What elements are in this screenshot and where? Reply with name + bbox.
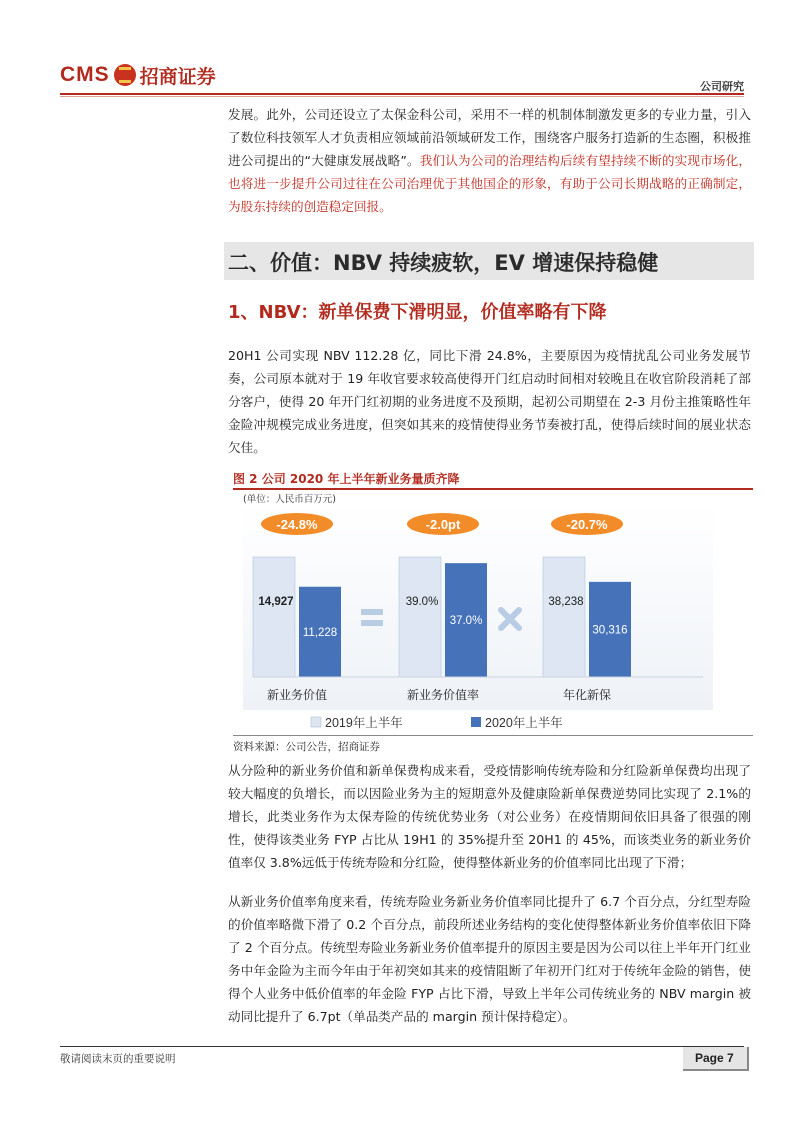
section-heading-bar: [224, 242, 754, 280]
legend-swatch-2019: [311, 717, 321, 727]
paragraph-governance: [228, 103, 751, 218]
footer-rule: [60, 1046, 744, 1047]
header-rule: [60, 93, 744, 95]
change-label-1: -2.0pt: [425, 517, 461, 532]
nbv-chart: [233, 500, 753, 735]
paragraph-nbv: 20H1 公司实现 NBV 112.28 亿，同比下滑 24.8%，主要原因为疫情扰乱公司业务发展节奏，公司原本就对于 19 年收官要求较高使得开门红启动时间相对较晚且在收官阶段消耗了部分客户，使得 20 年开门红初期的业务进度不及预期，起初公司期望在 2-3 月份主推策略性年金险冲规模完成业务进度，但突如其来的疫情使得业务节奏被打乱，使得后续时间的展业状态欠佳。: [228, 348, 751, 455]
logo-cn-text: 招商证券: [139, 65, 216, 88]
bar-2019-1: [399, 557, 441, 677]
bar-label-2020-1: 37.0%: [449, 615, 483, 628]
bar-2019-0: [253, 557, 295, 677]
equals-operator-icon-lower: [361, 620, 383, 626]
page-number-box: [683, 1047, 749, 1071]
category-label-2: 年化新保: [562, 688, 612, 702]
figure-unit: (单位：人民币百万元): [243, 494, 336, 505]
change-label-0: -24.8%: [276, 517, 318, 532]
bar-label-2019-0: 14,927: [258, 596, 294, 608]
paragraph-product-mix: 从分险种的新业务价值和新单保费构成来看，受疫情影响传统寿险和分红险新单保费均出现了较大幅度的负增长，而以因险业务为主的短期意外及健康险新单保费逆势同比实现了 2.1%的增长，此类业务作为太保寿险的传统优势业务（对公业务）在疫情期间依旧具备了很强的刚性，使得该类业务 FYP 占比从 19H1 的 35%提升至 20H1 的 45%，而该类业务的新业务价值率仅 3.8%远低于传统寿险和分红险，使得整体新业务的价值率同比出现了下滑；: [228, 763, 751, 870]
bar-2019-2: [543, 557, 585, 677]
logo-seal-icon: [114, 64, 136, 86]
figure-title-rule: [233, 488, 753, 490]
change-label-2: -20.7%: [566, 517, 608, 532]
paragraph-governance-opinion: 我们认为公司的治理结构后续有望持续不断的实现市场化，也将进一步提升公司过往在公司治理优于其他国企的形象，有助于公司长期战略的正确制定，为股东持续的创造稳定回报。: [228, 153, 751, 214]
paragraph-margin: 从新业务价值率角度来看，传统寿险业务新业务价值率同比提升了 6.7 个百分点，分红型寿险的价值率略微下滑了 0.2 个百分点，前段所述业务结构的变化使得整体新业务价值率依旧下降了 2 个百分点。传统型寿险业务新业务价值率提升的原因主要是因为公司以往上半年开门红业务中年金险为主而今年由于年初突如其来的疫情阻断了年初开门红对于传统年金险的销售，使得个人业务中低价值率的年金险 FYP 占比下滑，导致上半年公司传统业务的 NBV margin 被动同比提升了 6.7pt（单品类产品的 margin 预计保持稳定）。: [228, 894, 751, 1024]
figure-title: 图 2 公司 2020 年上半年新业务量质齐降: [233, 472, 460, 486]
section-heading: 二、价值：NBV 持续疲软，EV 增速保持稳健: [228, 251, 659, 275]
figure-source: 资料来源：公司公告，招商证券: [233, 741, 380, 753]
page-number: Page 7: [695, 1051, 734, 1065]
header-rule-thin: [60, 96, 744, 97]
legend-label-2020: 2020年上半年: [485, 716, 563, 730]
subsection-heading: 1、NBV：新单保费下滑明显，价值率略有下降: [228, 302, 607, 323]
category-label-0: 新业务价值: [266, 688, 328, 702]
legend-swatch-2020: [471, 717, 481, 727]
company-logo: [60, 62, 216, 88]
figure-bottom-rule: [233, 735, 753, 736]
equals-operator-icon: [361, 609, 383, 615]
section-label: 公司研究: [700, 80, 744, 93]
paragraph-governance-text: 发展。此外，公司还设立了太保金科公司，采用不一样的机制体制激发更多的专业力量，引入了数位科技领军人才负责相应领域前沿领域研发工作，围绕客户服务打造新的生态圈，积极推进公司提出的“大健康发展战略”。: [228, 107, 751, 168]
category-label-1: 新业务价值率: [406, 688, 480, 702]
footer-disclaimer: 敬请阅读末页的重要说明: [60, 1053, 176, 1065]
bar-label-2020-0: 11,228: [302, 626, 338, 639]
legend-label-2019: 2019年上半年: [325, 716, 403, 730]
bar-label-2019-2: 38,238: [548, 596, 584, 608]
bar-label-2019-1: 39.0%: [405, 596, 439, 608]
bar-label-2020-2: 30,316: [592, 624, 628, 637]
logo-cms-text: CMS: [60, 63, 110, 86]
